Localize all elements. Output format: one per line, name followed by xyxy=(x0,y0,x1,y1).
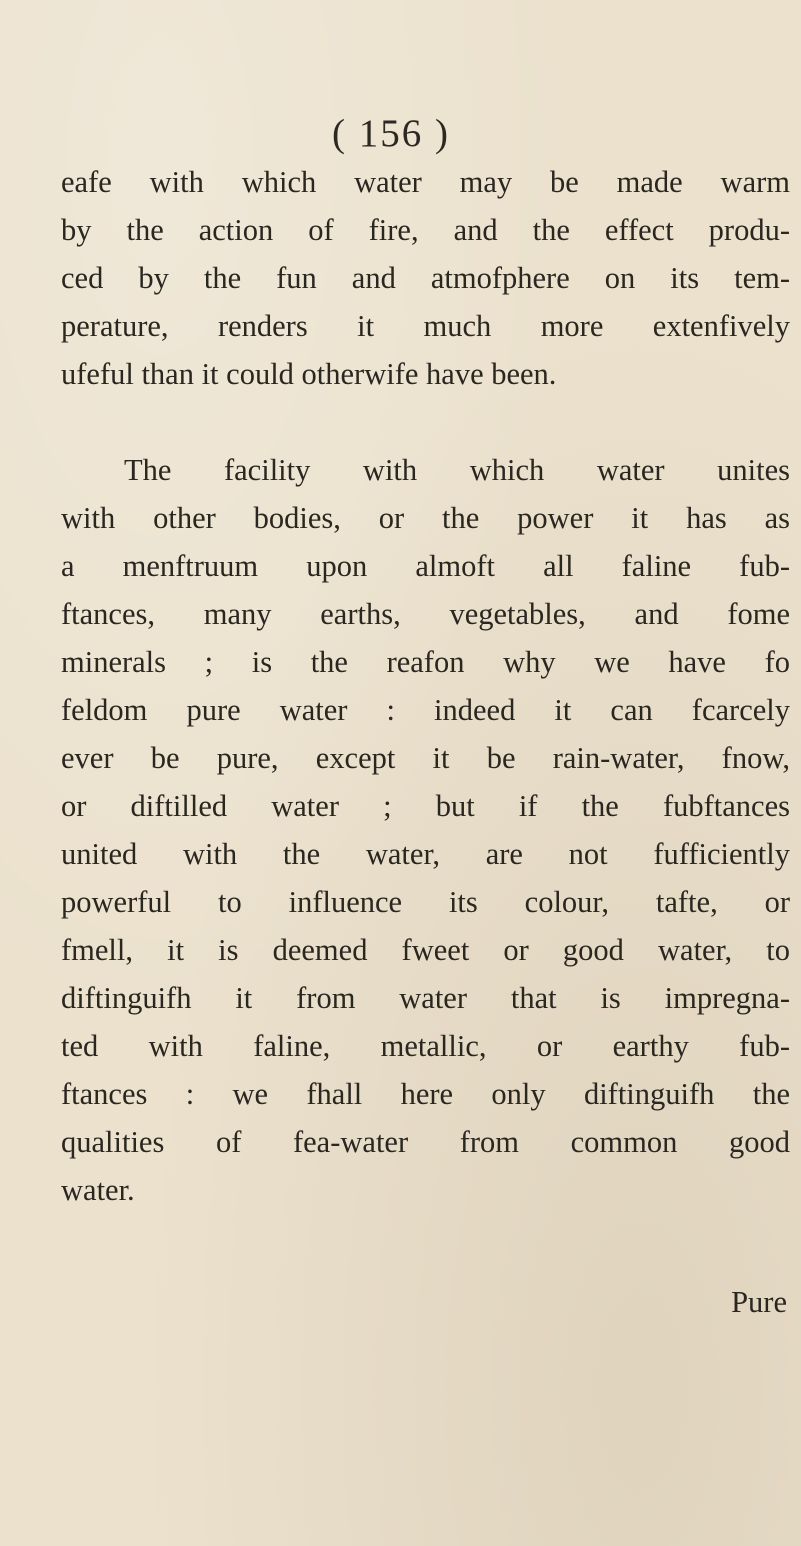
text-line: ted with faline, metallic, or earthy fub- xyxy=(61,1029,790,1063)
text-line: ftances : we fhall here only diftinguifh the xyxy=(61,1077,790,1111)
text-line: a menftruum upon almoft all faline fub- xyxy=(61,549,790,583)
text-line: by the action of fire, and the effect produ- xyxy=(61,213,790,247)
text-line: The facility with which water unites xyxy=(124,453,790,487)
text-line: diftinguifh it from water that is impregna- xyxy=(61,981,790,1015)
text-line: minerals ; is the reafon why we have fo xyxy=(61,645,790,679)
text-line: ufeful than it could otherwife have been. xyxy=(61,357,557,391)
text-line: qualities of fea-water from common good xyxy=(61,1125,790,1159)
catchword: Pure xyxy=(731,1285,787,1319)
text-line: powerful to influence its colour, tafte, or xyxy=(61,885,790,919)
text-line: with other bodies, or the power it has as xyxy=(61,501,790,535)
text-line: perature, renders it much more extenfively xyxy=(61,309,790,343)
page-number: ( 156 ) xyxy=(332,112,450,155)
text-line: ftances, many earths, vegetables, and fome xyxy=(61,597,790,631)
text-line: water. xyxy=(61,1173,135,1207)
text-line: united with the water, are not fufficiently xyxy=(61,837,790,871)
text-line: ced by the fun and atmofphere on its tem- xyxy=(61,261,790,295)
text-line: feldom pure water : indeed it can fcarcely xyxy=(61,693,790,727)
text-line: ever be pure, except it be rain-water, fnow, xyxy=(61,741,790,775)
text-line: eafe with which water may be made warm xyxy=(61,165,790,199)
text-line: fmell, it is deemed fweet or good water, to xyxy=(61,933,790,967)
text-line: or diftilled water ; but if the fubftances xyxy=(61,789,790,823)
